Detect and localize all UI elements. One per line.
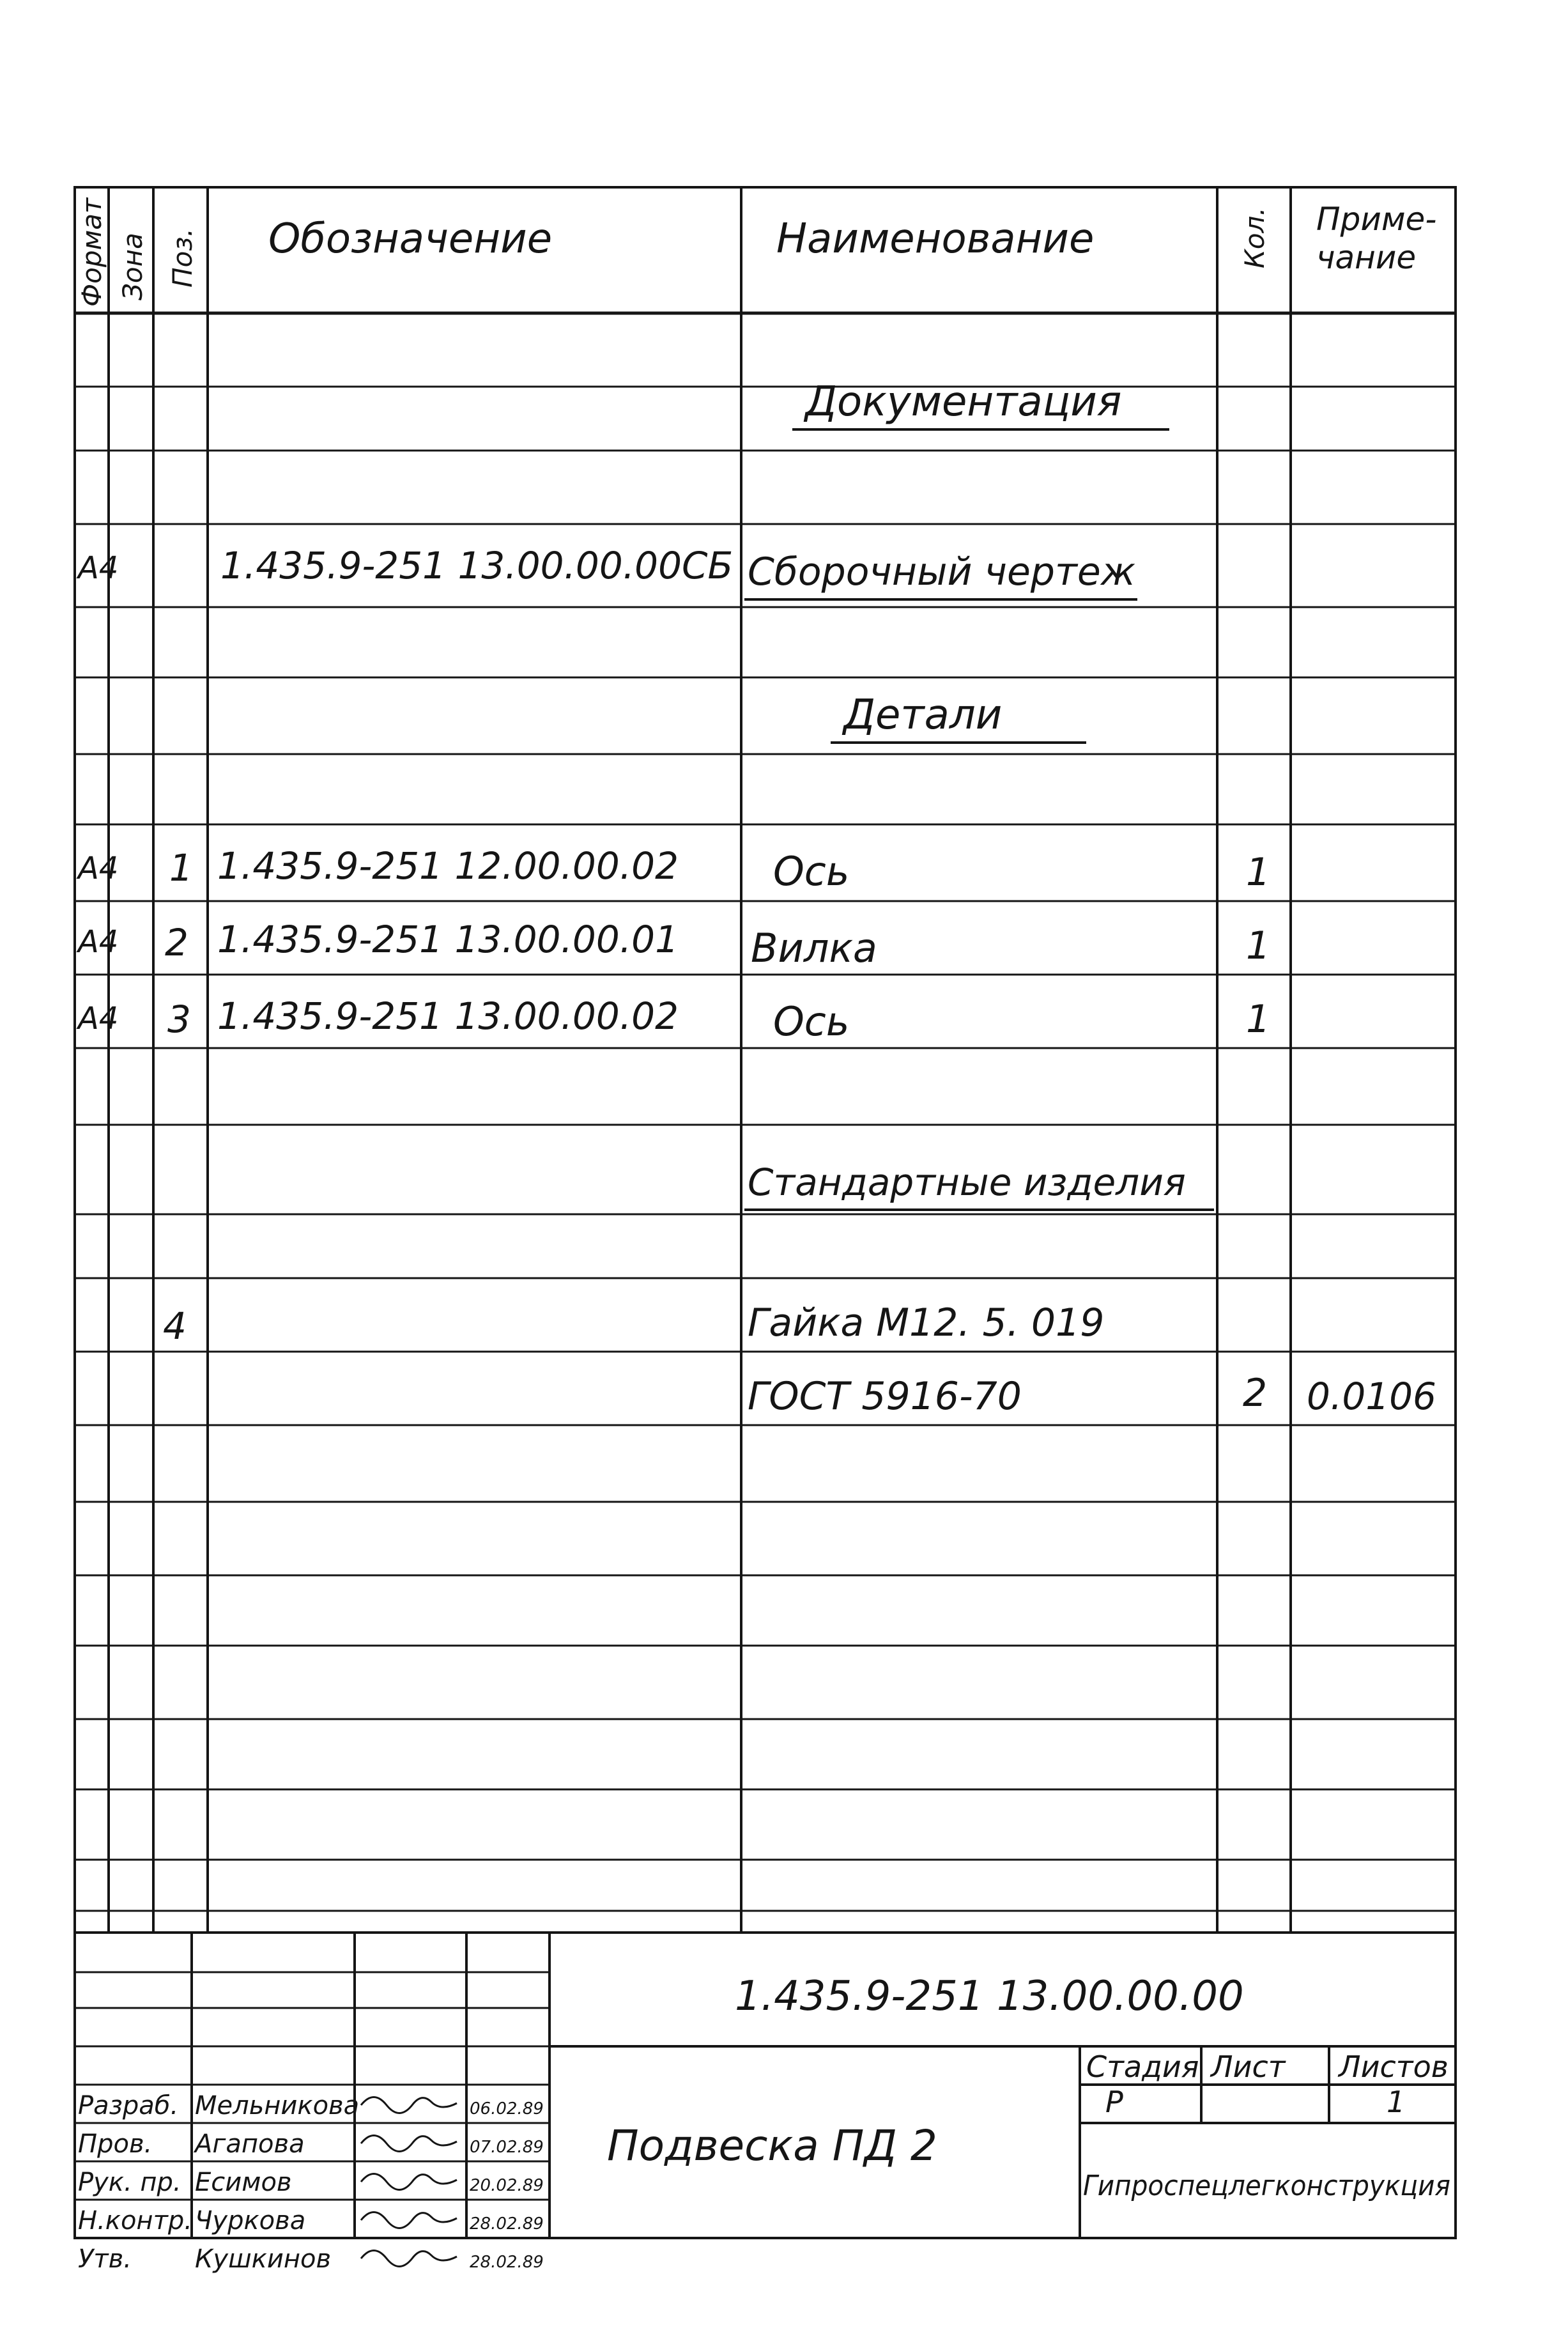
header-note-line1: Приме-: [1316, 201, 1437, 238]
signature-role: Разраб.: [78, 2091, 179, 2120]
signature-name: Агапова: [195, 2129, 305, 2159]
cell-qty: 2: [1243, 1371, 1268, 1416]
sheets-value: 1: [1387, 2085, 1406, 2119]
cell-name: Ось: [773, 848, 850, 895]
cell-pos: 1: [169, 846, 193, 890]
cell-format: А4: [78, 1001, 119, 1037]
section-heading-parts: Детали: [843, 691, 1003, 739]
cell-format: А4: [78, 851, 119, 886]
signature-date: 07.02.89: [470, 2138, 544, 2157]
signature-scribble: [361, 2174, 457, 2190]
cell-name: Гайка М12. 5. 019: [748, 1301, 1105, 1345]
table-body: [76, 378, 1436, 1419]
cell-designation: 1.435.9-251 13.00.00.01: [217, 918, 679, 961]
document-code: 1.435.9-251 13.00.00.00: [735, 1973, 1244, 2020]
header-pos: Поз.: [167, 228, 198, 288]
sheets-label: Листов: [1339, 2050, 1449, 2084]
header-qty: Кол.: [1239, 207, 1270, 268]
cell-note: 0.0106: [1307, 1375, 1436, 1418]
signature-date: 28.02.89: [470, 2214, 544, 2234]
signature-scribble: [361, 2136, 457, 2152]
cell-pos: 4: [163, 1304, 187, 1348]
header-format: Формат: [76, 197, 107, 307]
cell-designation: 1.435.9-251 13.00.00.00СБ: [220, 544, 734, 587]
row-lines: [75, 387, 1456, 1911]
table-frame: [75, 187, 1456, 1933]
signature-name: Мельникова: [195, 2091, 360, 2120]
signature-role: Рук. пр.: [78, 2168, 181, 2197]
header-name: Наименование: [776, 215, 1095, 263]
cell-designation: 1.435.9-251 12.00.00.02: [217, 844, 679, 888]
organization: Гипроспецлегконструкция: [1083, 2170, 1450, 2202]
header-note-line2: чание: [1316, 239, 1417, 276]
header-zone: Зона: [117, 233, 148, 300]
signature-name: Чуркова: [195, 2206, 306, 2235]
signature-role: Утв.: [78, 2244, 132, 2274]
table-header: [76, 197, 1436, 307]
cell-name: Сборочный чертеж: [748, 550, 1135, 594]
cell-format: А4: [78, 924, 119, 960]
signature-date: 20.02.89: [470, 2176, 544, 2195]
signature-scribble: [361, 2097, 457, 2113]
cell-format: А4: [78, 550, 119, 586]
table-border: [75, 187, 1456, 1933]
cell-designation: 1.435.9-251 13.00.00.02: [217, 994, 679, 1038]
signature-rows: [78, 2091, 544, 2274]
title-block: [75, 1933, 1456, 2274]
signature-grid-lines: [75, 1972, 550, 2200]
stage-label: Стадия: [1086, 2050, 1199, 2084]
cell-qty: 1: [1246, 923, 1271, 968]
cell-pos: 3: [167, 998, 191, 1041]
signature-date: 06.02.89: [470, 2099, 544, 2119]
signature-scribble: [361, 2251, 457, 2267]
signature-scribble: [361, 2212, 457, 2228]
cell-name: ГОСТ 5916-70: [748, 1374, 1022, 1419]
cell-name: Ось: [773, 998, 850, 1045]
product-name: Подвеска ПД 2: [607, 2121, 937, 2170]
signature-name: Есимов: [195, 2168, 292, 2197]
cell-pos: 2: [165, 921, 188, 964]
stage-value: Р: [1105, 2085, 1123, 2119]
signature-role: Н.контр.: [78, 2206, 192, 2235]
sheet-label: Лист: [1211, 2050, 1286, 2084]
cell-name: Вилка: [751, 925, 877, 971]
signature-role: Пров.: [78, 2129, 153, 2159]
cell-qty: 1: [1246, 850, 1271, 895]
header-designation: Обозначение: [268, 215, 553, 263]
section-heading-documentation: Документация: [805, 378, 1122, 426]
cell-qty: 1: [1246, 997, 1271, 1042]
signature-name: Кушкинов: [195, 2244, 332, 2274]
section-heading-standard-items: Стандартные изделия: [748, 1161, 1186, 1204]
signature-date: 28.02.89: [470, 2253, 544, 2272]
